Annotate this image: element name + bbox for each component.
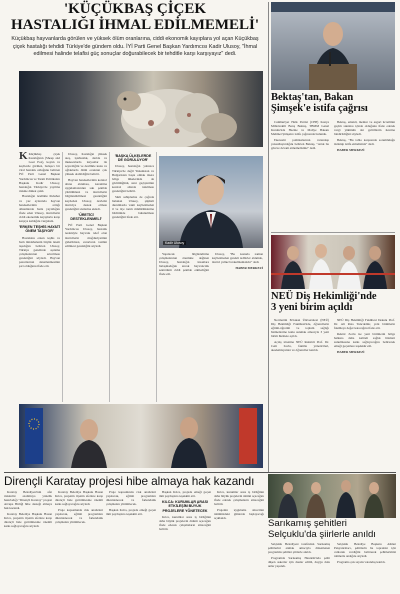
left-column-4b [212,252,263,402]
bottom-left-paragraph: Başkan Kılca, projede emeği geçen tüm paydaşlara teşekkür etti. [106,507,156,516]
bottom-left-paragraph: Karatay Belediye Başkanı Hasan Kılca, projenin ilçenin afetlere karşı dirençli hale getirilmesine önemli katkı sağlayacağını söyledi. [4,511,52,529]
right-top-headline-line1: Bektaş'tan, Bakan [271,92,354,103]
bottom-right-paragraph: Programa çok sayıda vatandaş katıldı. [337,559,386,564]
left-col1-paragraph: Hastalığın özellikle ilkbahar ve yaz aylarında hayvan hareketlerinin arttığı dönemlerde hızla yayıldığını ifade eden Ulusoy, üreticilerin ciddi ekonomik kayıplarla karşı karşıya kaldığını vurguladı. [19,194,60,223]
sheep-illustration [19,71,263,147]
ribbon-ceremony-photo [271,235,395,289]
left-column-3 [112,152,154,404]
left-col4-paragraph: Yapılacak bilgilendirme çalışmalarının önemine değinen Ulusoy, hastalığın insanlara bulaşmadığını ancak hayvancılık sektörünü ciddi şekilde etkilediğini ifade etti. [159,252,209,277]
bottom-right-paragraph: Selçuklu Belediye Başkanı Ahmet Pekyatırmacı, şehitlerin bu topraklar için canlarını verdiğini belirterek şehitlerimizi rahmetle andığını söyledi. [334,542,396,559]
left-col1-paragraph: Hastalıkta erken teşhis ve hızlı müdahalenin büyük önem taşıdığını belirten Ulusoy, Türkiye genelinde aşılama çalışmalarının artırılması gerektiğini söyledi. Hayvan pazarlarının denetlenmesinin şart olduğunu ifade etti. [19,235,60,269]
bottom-right-headline-line1: Sarıkamış şehitleri [268,518,347,529]
bottom-left-column-1 [4,490,52,592]
bottom-right-paragraph: Selçuklu Belediyesi tarafından Sarıkamış şehitlerini anmak amacıyla düzenlenen programda şehitler şiirlerle anıldı. [268,542,330,555]
left-col2-paragraph: İYİ Parti Genel Başkan Yardımcısı Ulusoy, hastalık nedeniyle hayvanı telef olan üreticilerin mağduriyetinin giderilmesi, zararların tazmin edilmesi gerektiğini söyledi. [65,223,107,248]
column-divider [109,152,110,402]
bottom-left-paragraph: Kılca, kurumlar arası iş birliğinin daha büyük projelerin önünü açacağını ifade ederek çalışmaların süreceğini belirtti. [159,514,211,532]
bottom-left-column-4 [159,490,211,592]
sheep-photo [19,71,263,147]
bottom-right-headline-line2: Selçuklu'da şiirlerle anıldı [268,529,376,540]
parliament-photo [271,2,395,90]
right-top-headline-line2: Şimşek'e istifa çağrısı [271,103,368,114]
right-top-paragraph: Bektaş, emekli, memur ve asgari ücretlinin geçim sıkıntısı içinde olduğunu ifade ederek vergi yükünün dar gelirlilerin üzerine bindirildiğini söyledi. [334,120,395,137]
right-top-column-2 [334,120,395,232]
left-column-1 [19,152,60,404]
right-top-headline [271,92,395,115]
right-mid-column-1 [271,318,329,470]
bottom-left-paragraph: Kılca, kurumlar arası iş birliğinin daha büyük projelerin önünü açacağını ifade ederek çalışmaların süreceğini belirtti. [214,490,264,507]
right-top-paragraph: Ekonomi politikalarının vatandaşı yoksullaştırdığını belirten Bektaş, "Artık bu göreve devam etmemelisiniz" dedi. [271,137,329,151]
right-mid-paragraph: NEÜ Diş Hekimliği Fakültesi Dekanı Prof. Dr. Ali Rıza Tuncdemir, yeni birimlerin fakülteye değer katacağını ifade etti. [334,318,395,331]
bottom-right-paragraph: Programda Sarıkamış Harekâtı'nda şehit düşen askerler için dualar edildi, duygu dolu anlar yaşandı. [268,555,330,568]
left-col4-paragraph: Ulusoy, "Bu konuda zaman kaybetmeden gerekli tedbirler alınmalı, üretici yalnız bırakılmamalıdır" dedi. [212,252,263,265]
bottom-left-subhead: KILCA: KURUMLAR ARASI ETKİLEŞİM BÜYÜK PROJELERE YÖNETECEK [162,500,208,513]
kadir-ulusoy-photo [159,156,263,248]
right-top-paragraph: Bektaş, "Bu tablo karşısında sorumluluğu üstlenip istifa etmelisiniz" dedi. [334,137,395,146]
bottom-right-column-2 [334,542,396,592]
photo-caption: Kadir Ulusoy [165,241,185,245]
bottom-right-column-1 [268,542,330,592]
bottom-left-paragraph: Başkan Kılca, projede emeği geçen tüm paydaşlara teşekkür etti. [159,490,211,499]
bottom-left-headline: Dirençli Karatay projesi hibe almaya hak kazandı [4,474,255,488]
bottom-left-paragraph: Proje kapsamında risk analizleri yapılacak, eğitim programları düzenlenecek ve farkındalık çalışmaları yürütülecek. [106,490,156,507]
bottom-left-column-2 [55,490,103,592]
bottom-right-headline [268,519,396,540]
left-subhead-1: 'ERKEN TEŞHİS HAYATİ ÖNEM TAŞIYOR' [19,225,60,234]
left-byline: HABER MERKEZİ [235,265,263,270]
right-mid-byline: HABER MERKEZİ [337,349,365,354]
bottom-left-column-5 [214,490,264,592]
bottom-left-paragraph: Projenin uygulama sürecinin önümüzdeki günlerde başlayacağı açıklandı. [214,507,264,521]
meeting-photo [19,404,263,468]
column-divider [156,152,157,402]
bottom-section-rule [4,472,396,473]
left-col2-paragraph: Hayvan hareketlerinin kontrol altına alınması, karantina uygulamalarının sıkı şekilde yürütülmesi ve üreticilerin bilgilendirilmesi gerektiğini kaydeden Ulusoy, devletin üreticiye destek olması gerektiğini sözlerine ekledi. [65,178,107,211]
left-story-headline [4,2,266,33]
left-col1-paragraph: Küçükbaş çiçek hastalığının (Sheep and Goat Pox), koyun ve keçilerde görülen, bulaşıcı bir viral hastalık olduğunu belirten İYİ Parti Genel Başkan Yardımcısı ve Tarım Politikaları Başkanı Kadir Ulusoy, hastalığın Türkiye'de yayılma riskine dikkat çekti. [19,152,60,193]
right-mid-paragraph: Rektör Zorlu ise yeni birimlerin bölge halkına daha kaliteli sağlık hizmeti sunulmasına katkı sağlayacağını belirterek emeği geçenlere teşekkür etti. [334,331,395,349]
right-mid-paragraph: Necmettin Erbakan Üniversitesi (NEÜ) Diş Hekimliği Fakültesi'nde, öğrencilerin eğitim-öğretim ve toplum sağlığı hizmetlerine katkı sunmak amacıyla 3 yeni birim hizmete açıldı. [271,318,329,339]
left-subhead-2: 'ÜRETİCİ DESTEKLENMELİ' [70,212,102,222]
memorial-illustration [268,474,396,518]
left-column-2 [65,152,107,404]
left-headline-line2: HASTALIĞI İHMAL EDİLMEMELİ' [10,17,260,33]
right-mid-headline-line2: 3 yeni birim açıldı [271,302,353,313]
meeting-illustration [19,404,263,468]
left-col3-paragraph: Ulusoy, hastalığın yalnızca Türkiye'de değil Yunanistan ve Bulgaristan başta olmak üzere bölge ülkelerinde de görüldüğünü, sınır geçişlerinin kontrol altında tutulması gerektiğini belirtti. [112,164,154,193]
portrait-illustration [159,156,263,248]
bottom-left-paragraph: Karatay Belediye Başkanı Hasan Kılca, projenin ilçenin afetlere karşı dirençli hale getirilmesine önemli katkı sağlayacağını söyledi. [55,490,103,507]
right-top-column-1 [271,120,329,232]
right-top-paragraph: Cumhuriyet Halk Partisi (CHP) Konya Milletvekili Barış Bektaş, TBMM Genel Kurulu'nda Hazine ve Maliye Bakanı Mehmet Şimşek'e istifa çağrısında bulundu. [271,120,329,137]
left-col3-paragraph: Sürü sahiplerine de çağrıda bulunan Ulusoy, şüpheli durumlarda vakit kaybetmeden il ve ilçe tarım müdürlüklerine bildirimde bulunulması gerektiğini ifade etti. [112,194,154,220]
column-divider [62,152,63,402]
right-top-byline: HABER MERKEZİ [337,147,365,152]
bottom-left-paragraph: Proje kapsamında risk analizleri yapılacak, eğitim programları düzenlenecek ve farkındalık çalışmaları yürütülecek. [55,507,103,525]
bottom-left-column-3 [106,490,156,592]
right-mid-headline [271,291,395,314]
section-rule [271,232,395,233]
drop-cap: K [19,152,28,162]
left-column-4a [159,252,209,402]
left-headline-line1: 'KÜÇÜKBAŞ ÇİÇEK [63,1,207,17]
left-subhead-3: 'BAŞKA ÜLKELERDE DE GÖRÜLÜYOR' [114,154,152,163]
right-mid-paragraph: Açılış törenine NEÜ Rektörü Prof. Dr. Cem Zorlu, fakülte yöneticileri, akademisyenler ve öğrenciler katıldı. [271,339,329,353]
left-col2-paragraph: Ulusoy, hastalığın yüksek ateş, iştahsızlık, deride ve mukozalarda lezyonlar ile seyrettiğini ve özellikle kuzu ve oğlaklarda ölüm oranının çok yüksek olabildiğini belirtti. [65,152,107,177]
speaker-illustration [271,2,395,90]
right-mid-column-2 [334,318,395,470]
page-divider [268,2,269,472]
bottom-left-headline-wrap [4,474,266,488]
left-story-deck: Küçükbaş hayvanlarda görülen ve yüksek ölüm oranlarına, ciddi ekonomik kayıplara yol açan Küçükbaş çiçek hastalığı tehdidi Türkiye'de gündem oldu. İYİ Parti Genel Başkan Yardımcısı Kadir Ulusoy, "İhmal edilmesi halinde telafisi güç sonuçlar doğurabilecek bir tehditle karşı karşıyayız" dedi. [11,36,259,58]
right-mid-headline-line1: NEÜ Diş Hekimliği'nde [271,291,377,302]
ceremony-illustration [271,235,395,289]
memorial-photo [268,474,396,518]
bottom-left-paragraph: Karatay Belediyesi'nin afet risklerini azaltmaya yönelik hazırladığı "Dirençli Karatay" projesi Avrupa Birliği hibe desteği almaya hak kazandı. [4,490,52,511]
